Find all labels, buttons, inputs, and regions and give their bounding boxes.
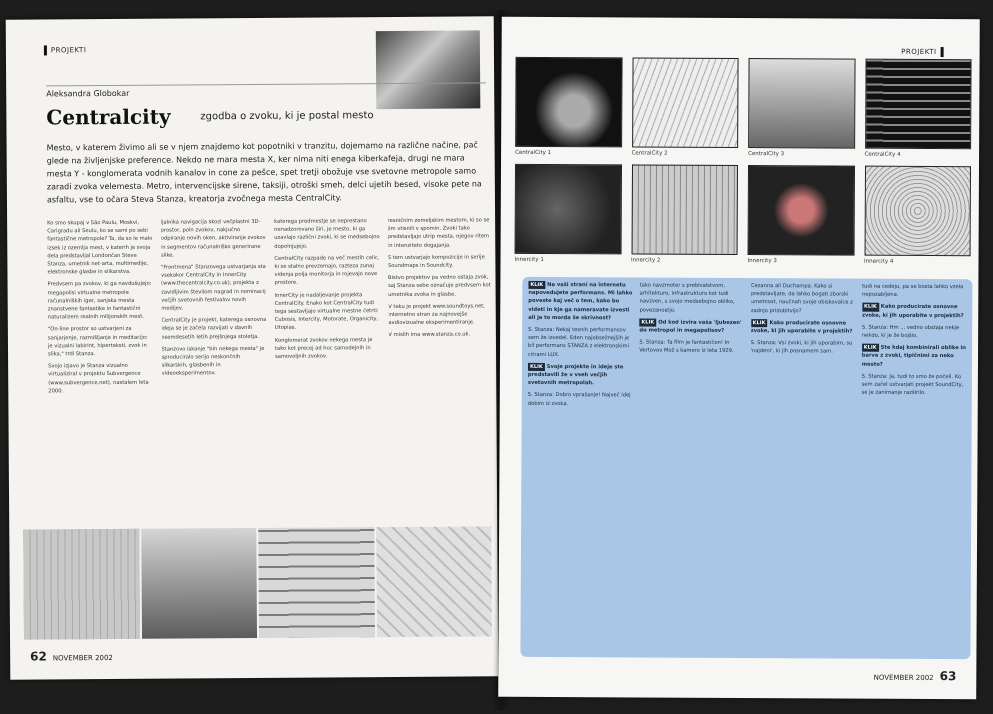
section-text: PROJEKTI [901,47,937,57]
interview-question [862,344,966,369]
interview-column-1 [526,281,632,654]
body-paragraph: "On-line prostor so ustvarjeni za sanjarjenje, razmišljanje in meditacijo: je vizualni labirint, hiperteksti, zvok in slika," trdi Stanza. [47,326,148,358]
page-number: 63 [939,669,957,684]
centralcity-image [865,59,972,150]
thumbnail-caption: Innercity 3 [747,258,777,265]
body-paragraph: InnerCity je nadaljevanje projekta CentralCity. Enako kot CentralCity tudi tega sestavljajo virtualne mestne četrti: Cubosis, Intercity, Motorate, Organicity, Utopias. [274,291,379,332]
body-paragraph: V teku je projekt www.soundtoys.net, internetno stran za najnovejše avdiovizualne eksperimentiranje. [388,303,485,327]
interview-question [639,318,743,335]
body-columns [47,216,495,519]
section-text: PROJEKTI [50,46,87,55]
body-paragraph: S tem ustvarjajo kompozicije in serije Soundmaps in Soundcity. [387,254,485,270]
question-text: Kako producirate osnovne zvoke, ki jih uporabite v projektih? [861,304,964,319]
gallery-thumbnail [514,164,621,264]
thumbnail-caption: Innercity 4 [863,258,894,265]
image-gallery [514,57,971,265]
interview-question [528,281,632,323]
body-column-1 [47,219,155,520]
body-paragraph: "Frontmena" Stanzovega ustvarjanja sta vsekakor CentralCity in InnerCity (www.thecentralcity.co.uk), projekta z zavidljivim številom nagrad in nominacij večjih svetovnih festivalov novih medijev. [160,263,266,312]
article-subtitle: zgodba o zvoku, ki je postal mesto [200,110,374,123]
question-text: Od kod izvira vaša 'ljubezen' do metropol in megapolisov? [639,319,742,334]
body-paragraph: V mislih ima www.stanza.co.uk. [388,331,471,339]
gallery-thumbnail [632,57,739,157]
gallery-thumbnail [747,165,854,265]
interview-answer: S. Stanza: Ta film je fantastičen! In Vertovov Mož s kamero iz leta 1929. [639,339,734,355]
page-folio [30,649,113,664]
klik-tag: KLIK [528,363,545,371]
interview-answer: S. Stanza: Vsi zvoki, ki jih uporabim, so 'najdeni', ki jih posnamem sam. [750,340,853,355]
klik-tag: KLIK [639,318,656,326]
screenshot-tile [258,527,374,638]
section-marker-icon [941,47,944,57]
gallery-thumbnail [864,166,971,266]
section-label [901,47,944,57]
centralcity-image [748,58,855,149]
interview-question [862,303,966,320]
klik-tag: KLIK [862,303,879,311]
centralcity-image [632,57,739,148]
interview-answer: S. Stanza: Nekaj tesnih performansov sem že izvedel. Eden najobsežnejših je bil performans STANZA z elektronskimi citrami LUX. [527,326,630,358]
interview-column-3 [749,282,855,655]
body-paragraph: resničnim zemeljskim mestom, ki so se jim vtisnili v spomin. Zvoki tako predstavljajo utrip mesta, njegov ritem in intenziteto dogajanja. [387,217,490,249]
interview-question [751,319,855,336]
klik-tag: KLIK [528,281,545,289]
interview-column-4 [860,283,966,656]
hero-image [376,30,481,109]
issue-date: NOVEMBER 2002 [873,673,934,683]
interview-column-2 [638,281,744,654]
left-page [6,16,499,679]
klik-tag: KLIK [751,319,768,327]
page-number: 62 [30,649,47,664]
thumbnail-caption: CentralCity 1 [515,149,552,157]
screenshot-tile [376,526,492,637]
question-text: Svoje projekte in ideje ste predstavili že v vseh večjih svetovnih metropolah. [527,363,624,387]
screenshot-strip [23,526,492,639]
interview-answer: S. Stanza: Ja, tudi to smo že počeli. Ko sem začel ustvarjati projekt SoundCity, se je zanimanje razširilo. [861,373,964,397]
interview-box [520,277,972,659]
klik-tag: KLIK [862,344,879,352]
thumbnail-caption: CentralCity 2 [631,150,668,157]
interview-answer: tako navzmoter s prebivalstvom, arhitekturo, infrastrukturo kot tudi navzven, s svojo medsebojno obliko, povezanostjo. [639,282,735,314]
body-paragraph: Stanzovo iskanje "bin nekega mesta" je sproduciralo serijo neskončnih slikarskih, glasbenih in videoeksperimentov. [161,345,265,378]
gallery-thumbnail [631,164,738,264]
innercity-image [748,165,855,256]
body-paragraph: Predvsem pa zvokov, ki ga navdušujejo: megapolisi virtualne metropole računalniških iger, sanjska mesta znanstvene fantastike in fantastični naturalizem realnih milijonskih mest. [47,281,152,321]
author: Aleksandra Globokar [46,88,130,99]
interview-answer: Cezanna ali Duchampa. Kako si predstavljate, da lahko bogati zborski umetnost, naučnah svoje obiskovalce z zadnjo pridobitvijo? [750,283,853,314]
body-paragraph: CentralCity razpade na več mestih celic, ki se stalno prevzemajo, razteza zunaj videnja polja monitorja in rojevajo nove prostore. [274,254,380,287]
body-paragraph: Svojo izjavo je Stanza vizualno virtualiziral v projektu Subvergence (www.subvergence.net), nastalem leta 2000. [48,363,149,395]
lead-paragraph: Mesto, v katerem živimo ali se v njem znajdemo kot popotniki v tranzitu, dojemamo na različne načine, pač glede na življenjske preference. Nekdo ne mara mesta X, ker nima niti enega kiberkafeja, drugi ne mara mesta Y - konglomerata vodnih kanalov in cone za pešce, spet tretji obožuje vse svetovne metropole samo zaradi zvoka velemesta. Metro, intervencijske sirene, taksiji, otroški smeh, delci ujetih besed, visoke pete na asfaltu, vse to očara Steva Stanza, kreatorja zvočnega mesta CentralCity. [46,140,482,205]
gallery-thumbnail [748,58,855,158]
section-label [44,45,87,55]
body-column-4 [388,216,496,517]
screenshot-tile [23,529,139,640]
body-paragraph: ljalnika navigacija skozi večplastni 3D-prostor, poln zvokov, nakjučno odpiranje novih oken, aktiviranje zvokov in segmentov računalniško generirane slike. [160,218,266,259]
question-text: Na vaši strani na internetu napovedujete performans. Mi lahko poveste kaj več o tem, kako bo videti in kje ga nameravate izvesti ali je to morda še skrivnost? [528,281,633,322]
question-text: Ste kdaj kombinirali oblike in barve z zvoki, tipičnimi za neko mesto? [861,344,967,368]
body-paragraph: Konglomerat zvokov nekega mesta je tako kot precej ad hoc samodejnih in samovoljnih zvokov. [274,336,373,360]
thumbnail-caption: CentralCity 3 [748,151,785,158]
body-paragraph: Ko smo skupaj v São Paulu, Moskvi, Carigradu ali Seulu, ko se sami po sebi fantastične metropole? Ta, da so le malo izsek iz ozemlja mest, v katerih je svoja dela predstavljal Londončan Steve Stanza, umetnik net-arta, multimedije, elektronske glasbe in slikarstva. [47,219,153,276]
article-title: Centralcity [46,104,171,130]
section-marker-icon [44,45,47,55]
gallery-thumbnail [515,57,622,157]
issue-date: NOVEMBER 2002 [52,653,113,663]
body-paragraph: katerega predmestje se neprestano nenadzorovano širi, je mesto, ki ga uzavlajo različni zvoki, ki se medsebojno dopolnjujejo. [274,218,380,250]
page-folio [874,669,957,683]
body-column-3 [274,217,382,518]
body-paragraph: CentralCity je projekt, katerega osnovna ideja se je začela razvijati v davnih osemdesetih letih prejšnjega stoletja. [161,317,267,341]
screenshot-tile [141,528,257,639]
interview-answer: tudi na cedeju, pa se bosta lahko vzela nepozabljena. [862,283,964,299]
body-column-2 [161,218,269,519]
centralcity-image [515,57,622,148]
right-page [498,17,980,699]
interview-question [528,363,632,388]
innercity-image [631,164,738,255]
question-text: Kako producirate osnovne zvoke, ki jih uporabite v projektih? [750,319,853,335]
innercity-image [864,166,971,257]
interview-answer: S. Stanza: Hm ... vedno obstaja nekje nekdo, ki je že bojšio. [861,324,960,339]
body-paragraph: Bistvo projektov pa vedno ostaja zvok, saj Stanza sebe označuje predvsem kot umetnika zvoka in glasbe. [387,274,491,298]
thumbnail-caption: Innercity 2 [630,257,661,264]
innercity-image [515,164,622,255]
interview-answer: S. Stanza: Dobro vprašanje! Največ idej dobim iz zvoka. [527,392,631,407]
gallery-thumbnail [865,59,972,159]
thumbnail-caption: CentralCity 4 [864,151,901,158]
thumbnail-caption: Innercity 1 [514,256,544,263]
